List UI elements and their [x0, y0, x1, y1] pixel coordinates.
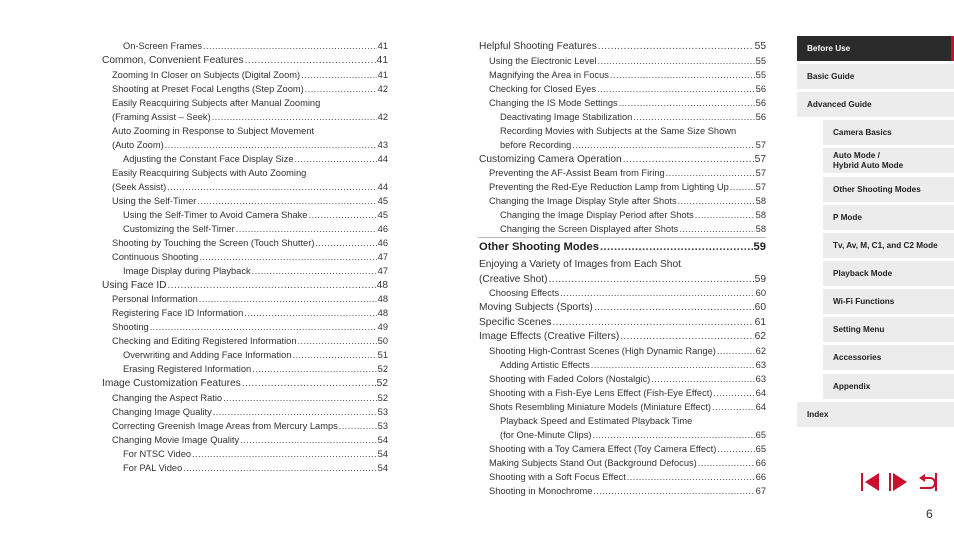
leader-dots: [552, 317, 753, 328]
toc-entry[interactable]: [112, 336, 388, 346]
leader-dots: [695, 210, 755, 220]
leader-dots: [620, 331, 753, 342]
toc-entry-title: Changing Movie Image Quality: [112, 434, 240, 445]
toc-entry-page: 41: [377, 69, 388, 80]
toc-entry-title: Changing the Image Display Style after Shots: [489, 196, 677, 206]
toc-entry-title: Deactivating Image Stabilization: [500, 111, 633, 122]
leader-dots: [212, 112, 377, 122]
nav-item-label: Basic Guide: [807, 71, 855, 81]
toc-entry-title: Specific Scenes: [479, 316, 552, 328]
toc-entry-page: 66: [755, 457, 766, 468]
toc-entry-page: 48: [376, 279, 388, 291]
toc-entry[interactable]: [479, 331, 766, 342]
nav-item-label: P Mode: [833, 212, 862, 222]
toc-entry[interactable]: [489, 486, 766, 496]
toc-entry[interactable]: [112, 294, 388, 304]
toc-entry-title: Easily Reacquiring Subjects after Manual Zooming: [112, 97, 321, 108]
toc-entry[interactable]: [489, 288, 766, 298]
leader-dots: [197, 196, 376, 206]
toc-entry-title: Shooting in Monochrome: [489, 485, 593, 496]
toc-entry[interactable]: [500, 416, 766, 426]
toc-entry[interactable]: [112, 140, 388, 150]
toc-entry-title: Preventing the AF-Assist Beam from Firing: [489, 168, 665, 178]
toc-entry-page: 47: [377, 265, 388, 276]
toc-entry[interactable]: [500, 126, 766, 136]
toc-entry[interactable]: [500, 112, 766, 122]
leader-dots: [203, 41, 377, 51]
toc-entry[interactable]: [489, 70, 766, 80]
leader-dots: [167, 182, 376, 192]
toc-entry-page: 45: [377, 209, 388, 220]
toc-entry-title: Shooting: [112, 322, 149, 332]
toc-entry-page: 46: [377, 223, 388, 234]
toc-entry-title: On-Screen Frames: [123, 41, 203, 51]
toc-entry-title: Changing the IS Mode Settings: [489, 97, 618, 108]
nav-item-label: Tv, Av, M, C1, and C2 Mode: [833, 240, 938, 250]
nav-item-other-shooting-modes[interactable]: [823, 177, 954, 202]
toc-entry[interactable]: [112, 407, 388, 417]
toc-entry[interactable]: [102, 378, 388, 389]
toc-entry[interactable]: [500, 210, 766, 220]
toc-entry-title: Personal Information: [112, 294, 198, 304]
leader-dots: [165, 140, 377, 150]
toc-entry-title: Easily Reacquiring Subjects with Auto Zooming: [112, 167, 307, 178]
leader-dots: [245, 55, 376, 66]
leader-dots: [199, 294, 377, 304]
toc-entry-title: (Creative Shot): [479, 273, 548, 285]
leader-dots: [633, 112, 754, 122]
nav-item-playback-mode[interactable]: [823, 261, 954, 286]
toc-entry[interactable]: [479, 274, 766, 285]
toc-entry-page: 60: [754, 302, 766, 313]
toc-entry-title: (Auto Zoom): [112, 139, 164, 150]
toc-entry-page: 58: [755, 224, 766, 234]
toc-entry[interactable]: [112, 98, 388, 108]
leader-dots: [339, 421, 377, 431]
toc-entry-title: Using the Self-Timer to Avoid Camera Shake: [123, 209, 308, 220]
leader-dots: [183, 463, 376, 473]
toc-entry[interactable]: [479, 302, 766, 313]
leader-dots: [236, 224, 377, 234]
leader-dots: [592, 430, 754, 440]
toc-entry-title: Image Effects (Creative Filters): [479, 331, 620, 342]
leader-dots: [252, 364, 377, 374]
toc-entry-page: 56: [755, 111, 766, 122]
toc-entry-page: 67: [755, 485, 766, 496]
nav-item-label: Wi-Fi Functions: [833, 296, 895, 306]
toc-entry-page: 59: [754, 273, 766, 285]
toc-entry[interactable]: [112, 238, 388, 248]
toc-entry-title: Customizing the Self-Timer: [123, 223, 235, 234]
toc-entry-title: Changing the Aspect Ratio: [112, 392, 223, 403]
toc-entry-page: 42: [377, 83, 388, 94]
toc-entry-page: 57: [755, 168, 766, 178]
toc-entry[interactable]: [112, 196, 388, 206]
toc-entry-page: 49: [377, 322, 388, 332]
nav-item-label: Advanced Guide: [807, 99, 872, 109]
toc-entry[interactable]: [123, 350, 388, 360]
toc-entry[interactable]: [489, 374, 766, 384]
leader-dots: [593, 486, 754, 496]
toc-entry[interactable]: [102, 55, 388, 66]
toc-entry[interactable]: [112, 435, 388, 445]
toc-entry[interactable]: [489, 458, 766, 468]
nav-item-wi-fi-functions[interactable]: [823, 289, 954, 314]
toc-entry-title: Preventing the Red-Eye Reduction Lamp from Lighting Up: [489, 182, 729, 192]
toc-entry-page: 63: [755, 373, 766, 384]
toc-entry-title: Adjusting the Constant Face Display Size: [123, 153, 294, 164]
toc-entry-title: Using Face ID: [102, 279, 167, 291]
toc-entry-title: before Recording: [500, 139, 572, 150]
toc-entry[interactable]: [112, 393, 388, 403]
leader-dots: [301, 70, 377, 80]
toc-entry[interactable]: [123, 364, 388, 374]
toc-entry-page: 64: [755, 387, 766, 398]
toc-entry[interactable]: [479, 317, 766, 328]
toc-entry-page: 58: [755, 196, 766, 206]
toc-entry[interactable]: [479, 241, 766, 253]
toc-entry-page: 53: [377, 406, 388, 417]
toc-entry[interactable]: [489, 444, 766, 454]
toc-entry[interactable]: [112, 70, 388, 80]
toc-entry[interactable]: [489, 402, 766, 412]
leader-dots: [712, 402, 755, 412]
toc-entry-title: Overwriting and Adding Face Information: [123, 350, 292, 360]
toc-entry-title: (Seek Assist): [112, 181, 167, 192]
toc-entry-title: Checking for Closed Eyes: [489, 83, 596, 94]
toc-entry-title: Using the Self-Timer: [112, 195, 197, 206]
toc-entry-page: 43: [377, 139, 388, 150]
toc-entry-page: 56: [755, 97, 766, 108]
toc-entry-title: Shooting High-Contrast Scenes (High Dynamic Range): [489, 345, 716, 356]
leader-dots: [298, 336, 377, 346]
nav-item-auto-mode-hybrid-auto-mode[interactable]: [823, 148, 954, 173]
leader-dots: [192, 449, 377, 459]
toc-entry-title: Adding Artistic Effects: [500, 359, 590, 370]
toc-entry[interactable]: [489, 168, 766, 178]
nav-item-before-use[interactable]: [797, 36, 954, 61]
toc-entry-title: Moving Subjects (Sports): [479, 302, 593, 313]
toc-entry[interactable]: [489, 472, 766, 482]
nav-item-label: Setting Menu: [833, 324, 885, 334]
leader-dots: [240, 435, 377, 445]
toc-entry-title: Zooming In Closer on Subjects (Digital Zoom): [112, 69, 301, 80]
previous-page-button[interactable]: [860, 471, 882, 493]
toc-entry-title: (Framing Assist – Seek): [112, 111, 211, 122]
nav-item-index[interactable]: [797, 402, 954, 427]
toc-entry-page: 62: [755, 345, 766, 356]
toc-entry[interactable]: [500, 224, 766, 234]
nav-item-setting-menu[interactable]: [823, 317, 954, 342]
toc-entry-title: Common, Convenient Features: [102, 55, 244, 66]
nav-item-label: Auto Mode / Hybrid Auto Mode: [833, 150, 904, 170]
nav-item-label: Playback Mode: [833, 268, 893, 278]
toc-entry-page: 65: [755, 429, 766, 440]
toc-entry-page: 57: [755, 182, 766, 192]
back-button[interactable]: [916, 471, 938, 493]
toc-entry-page: 52: [376, 378, 388, 389]
leader-dots: [597, 84, 755, 94]
nav-item-label: Camera Basics: [833, 127, 892, 137]
toc-entry-title: Enjoying a Variety of Images from Each Shot: [479, 259, 681, 270]
toc-entry-title: Magnifying the Area in Focus: [489, 69, 609, 80]
nav-item-camera-basics[interactable]: [823, 120, 954, 145]
toc-entry[interactable]: [489, 346, 766, 356]
leader-dots: [591, 360, 755, 370]
toc-entry-page: 45: [377, 195, 388, 206]
toc-entry[interactable]: [112, 308, 388, 318]
leader-dots: [730, 182, 755, 192]
nav-item-p-mode[interactable]: [823, 205, 954, 230]
leader-dots: [713, 388, 754, 398]
toc-entry-title: Shooting at Preset Focal Lengths (Step Zoom): [112, 83, 304, 94]
toc-entry-title: Shooting with a Fish-Eye Lens Effect (Fish-Eye Effect): [489, 387, 713, 398]
toc-entry-title: Recording Movies with Subjects at the Same Size Shown: [500, 125, 737, 136]
toc-entry-title: Customizing Camera Operation: [479, 153, 622, 165]
toc-entry-title: Shooting by Touching the Screen (Touch Shutter): [112, 237, 315, 248]
toc-entry-page: 44: [377, 181, 388, 192]
toc-entry-page: 66: [755, 471, 766, 482]
leader-dots: [168, 280, 376, 291]
leader-dots: [560, 288, 755, 298]
toc-entry-page: 56: [755, 83, 766, 94]
leader-dots: [305, 84, 377, 94]
toc-entry-page: 57: [754, 153, 766, 165]
toc-entry-page: 47: [377, 251, 388, 262]
toc-entry[interactable]: [479, 154, 766, 165]
toc-entry[interactable]: [123, 449, 388, 459]
toc-entry-page: 59: [753, 241, 766, 253]
toc-entry[interactable]: [123, 41, 388, 51]
toc-entry-title: Using the Electronic Level: [489, 55, 597, 66]
toc-entry-page: 61: [754, 316, 766, 328]
toc-entry[interactable]: [112, 182, 388, 192]
leader-dots: [600, 241, 753, 253]
toc-entry[interactable]: [112, 421, 388, 431]
toc-entry-title: Choosing Effects: [489, 288, 560, 298]
toc-entry-page: 52: [377, 364, 388, 374]
toc-entry[interactable]: [479, 41, 766, 52]
nav-item-label: Accessories: [833, 352, 882, 362]
toc-entry-title: Shooting with Faded Colors (Nostalgic): [489, 373, 651, 384]
toc-entry-title: Shots Resembling Miniature Models (Miniature Effect): [489, 401, 712, 412]
toc-entry-page: 48: [377, 294, 388, 304]
toc-entry[interactable]: [500, 430, 766, 440]
leader-dots: [150, 322, 377, 332]
toc-entry[interactable]: [112, 252, 388, 262]
leader-dots: [292, 350, 376, 360]
toc-entry-page: 54: [377, 462, 388, 473]
triangle-right-icon: [888, 471, 910, 493]
toc-entry-title: Checking and Editing Registered Information: [112, 336, 297, 346]
toc-entry-title: Helpful Shooting Features: [479, 41, 597, 52]
leader-dots: [717, 346, 755, 356]
leader-dots: [244, 308, 376, 318]
toc-entry[interactable]: [479, 259, 766, 270]
nav-item-label: Other Shooting Modes: [833, 184, 921, 194]
toc-entry-page: 55: [755, 55, 766, 66]
toc-entry-page: 65: [755, 443, 766, 454]
nav-item-label: Index: [807, 409, 829, 419]
toc-entry-page: 55: [755, 69, 766, 80]
toc-entry[interactable]: [500, 140, 766, 150]
leader-dots: [623, 154, 754, 165]
toc-entry-title: Other Shooting Modes: [479, 241, 599, 253]
leader-dots: [572, 140, 754, 150]
leader-dots: [594, 302, 754, 313]
toc-entry-title: Continuous Shooting: [112, 251, 199, 262]
leader-dots: [549, 274, 754, 285]
toc-entry-title: Auto Zooming in Response to Subject Movement: [112, 125, 315, 136]
toc-entry[interactable]: [489, 196, 766, 206]
toc-entry-title: Erasing Registered Information: [123, 364, 252, 374]
toc-entry-title: Image Display during Playback: [123, 265, 251, 276]
toc-entry-page: 60: [755, 288, 766, 298]
toc-entry[interactable]: [112, 168, 388, 178]
toc-entry[interactable]: [123, 224, 388, 234]
toc-entry-title: For PAL Video: [123, 462, 183, 473]
toc-entry-page: 44: [377, 153, 388, 164]
nav-item-appendix[interactable]: [823, 374, 954, 399]
toc-entry-page: 57: [755, 139, 766, 150]
toc-entry-page: 48: [377, 308, 388, 318]
leader-dots: [308, 210, 376, 220]
leader-dots: [678, 196, 755, 206]
nav-item-accessories[interactable]: [823, 345, 954, 370]
toc-entry[interactable]: [489, 84, 766, 94]
toc-entry-page: 58: [755, 210, 766, 220]
toc-entry-title: Changing the Screen Displayed after Shots: [500, 224, 679, 234]
leader-dots: [627, 472, 755, 482]
leader-dots: [315, 238, 376, 248]
leader-dots: [252, 266, 377, 276]
toc-entry-page: 63: [755, 359, 766, 370]
toc-entry-page: 62: [754, 331, 766, 342]
toc-entry[interactable]: [489, 388, 766, 398]
leader-dots: [666, 168, 755, 178]
toc-entry-title: Image Customization Features: [102, 378, 241, 389]
toc-entry-page: 53: [377, 420, 388, 431]
leader-dots: [295, 154, 377, 164]
toc-entry-page: 46: [377, 237, 388, 248]
toc-entry-page: 54: [377, 448, 388, 459]
toc-entry-page: 50: [377, 336, 388, 346]
leader-dots: [598, 41, 754, 52]
toc-entry[interactable]: [112, 322, 388, 332]
toc-entry-title: Changing Image Quality: [112, 406, 212, 417]
leader-dots: [610, 70, 755, 80]
leader-dots: [619, 98, 755, 108]
toc-entry-title: Shooting with a Toy Camera Effect (Toy Camera Effect): [489, 443, 717, 454]
nav-item-advanced-guide[interactable]: [797, 92, 954, 117]
toc-entry[interactable]: [112, 84, 388, 94]
toc-entry[interactable]: [112, 126, 388, 136]
return-arrow-icon: [916, 471, 938, 493]
toc-entry[interactable]: [123, 210, 388, 220]
leader-dots: [717, 444, 754, 454]
toc-entry[interactable]: [489, 56, 766, 66]
toc-entry[interactable]: [500, 360, 766, 370]
toc-entry-page: 41: [377, 41, 388, 51]
leader-dots: [698, 458, 755, 468]
leader-dots: [242, 378, 376, 389]
toc-entry[interactable]: [123, 266, 388, 276]
toc-entry[interactable]: [489, 182, 766, 192]
leader-dots: [651, 374, 754, 384]
toc-entry-page: 64: [755, 401, 766, 412]
toc-entry[interactable]: [123, 154, 388, 164]
toc-entry-page: 41: [376, 55, 388, 66]
toc-entry-title: Playback Speed and Estimated Playback Time: [500, 415, 693, 426]
toc-entry-page: 42: [377, 111, 388, 122]
toc-entry[interactable]: [112, 112, 388, 122]
toc-entry[interactable]: [123, 463, 388, 473]
leader-dots: [199, 252, 376, 262]
toc-entry-title: (for One-Minute Clips): [500, 429, 592, 440]
toc-entry-title: For NTSC Video: [123, 448, 192, 459]
leader-dots: [213, 407, 377, 417]
toc-entry[interactable]: [489, 98, 766, 108]
leader-dots: [223, 393, 377, 403]
toc-entry-title: Shooting with a Soft Focus Effect: [489, 471, 626, 482]
triangle-left-icon: [860, 471, 882, 493]
nav-item-label: Appendix: [833, 381, 871, 391]
nav-item-label: Before Use: [807, 43, 851, 53]
toc-entry-page: 52: [377, 392, 388, 403]
toc-entry-page: 54: [377, 434, 388, 445]
toc-entry-page: 55: [754, 41, 766, 52]
toc-entry[interactable]: [102, 280, 388, 291]
toc-entry-title: Making Subjects Stand Out (Background Defocus): [489, 457, 697, 468]
page-controls: [860, 471, 936, 493]
toc-entry-page: 51: [377, 350, 388, 360]
leader-dots: [598, 56, 755, 66]
toc-entry-title: Registering Face ID Information: [112, 308, 244, 318]
nav-item-tv-av-m-c1-and-c2-mode[interactable]: [823, 233, 954, 258]
nav-item-basic-guide[interactable]: [797, 64, 954, 89]
toc-entry-title: Correcting Greenish Image Areas from Mercury Lamps: [112, 420, 338, 431]
page-number: 6: [926, 507, 933, 521]
leader-dots: [679, 224, 754, 234]
next-page-button[interactable]: [888, 471, 910, 493]
section-divider: [478, 237, 766, 238]
toc-entry-title: Changing the Image Display Period after Shots: [500, 210, 694, 220]
